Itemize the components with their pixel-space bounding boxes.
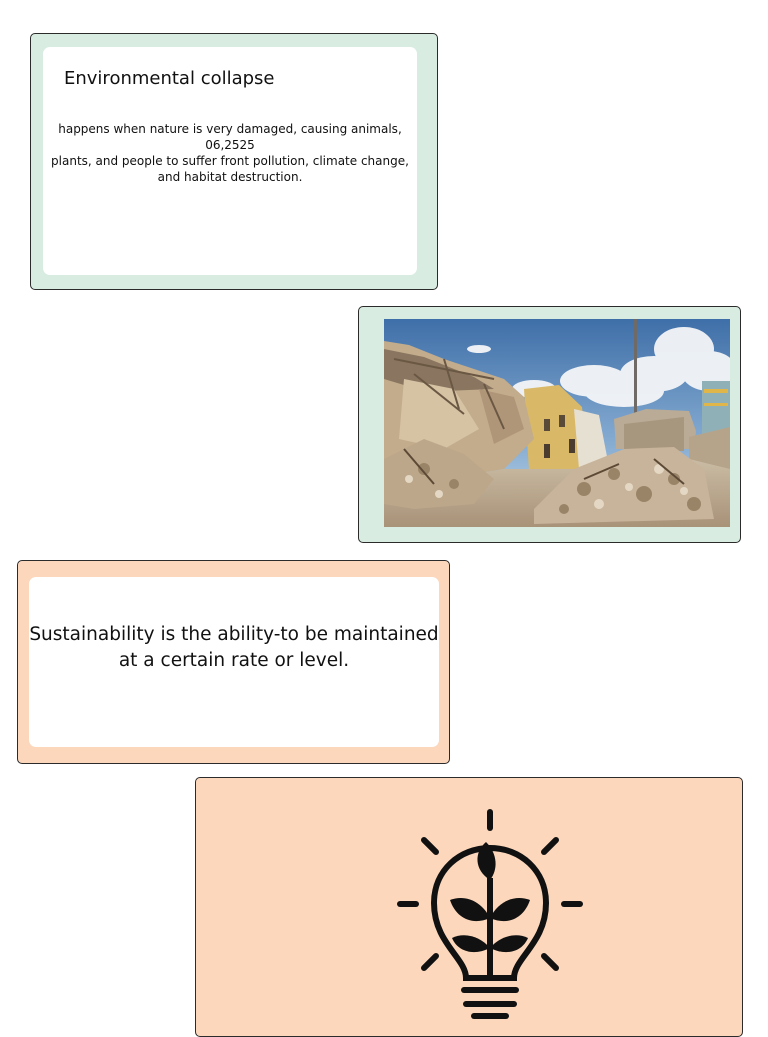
lightbulb-plant-icon (394, 808, 586, 1028)
sustainability-panel (29, 577, 439, 747)
environmental-collapse-line: 06,2525 (205, 138, 255, 152)
environmental-collapse-line: plants, and people to suffer front pollution, climate change, (51, 154, 409, 168)
photo-card (358, 306, 741, 543)
sustainability-card (17, 560, 450, 764)
sustainability-definition (29, 622, 439, 674)
collapsed-buildings-photo (384, 319, 730, 527)
environmental-collapse-title: Environmental collapse (64, 68, 275, 89)
environmental-collapse-line: happens when nature is very damaged, causing animals, (58, 122, 402, 136)
sustainability-line: Sustainability is the ability-to be maintained (29, 624, 439, 645)
environmental-collapse-text (49, 121, 411, 185)
lightbulb-card (195, 777, 743, 1037)
environmental-collapse-card (30, 33, 438, 290)
sustainability-line: at a certain rate or level. (118, 650, 350, 671)
environmental-collapse-line: and habitat destruction. (157, 170, 303, 184)
environmental-collapse-panel (43, 47, 417, 275)
